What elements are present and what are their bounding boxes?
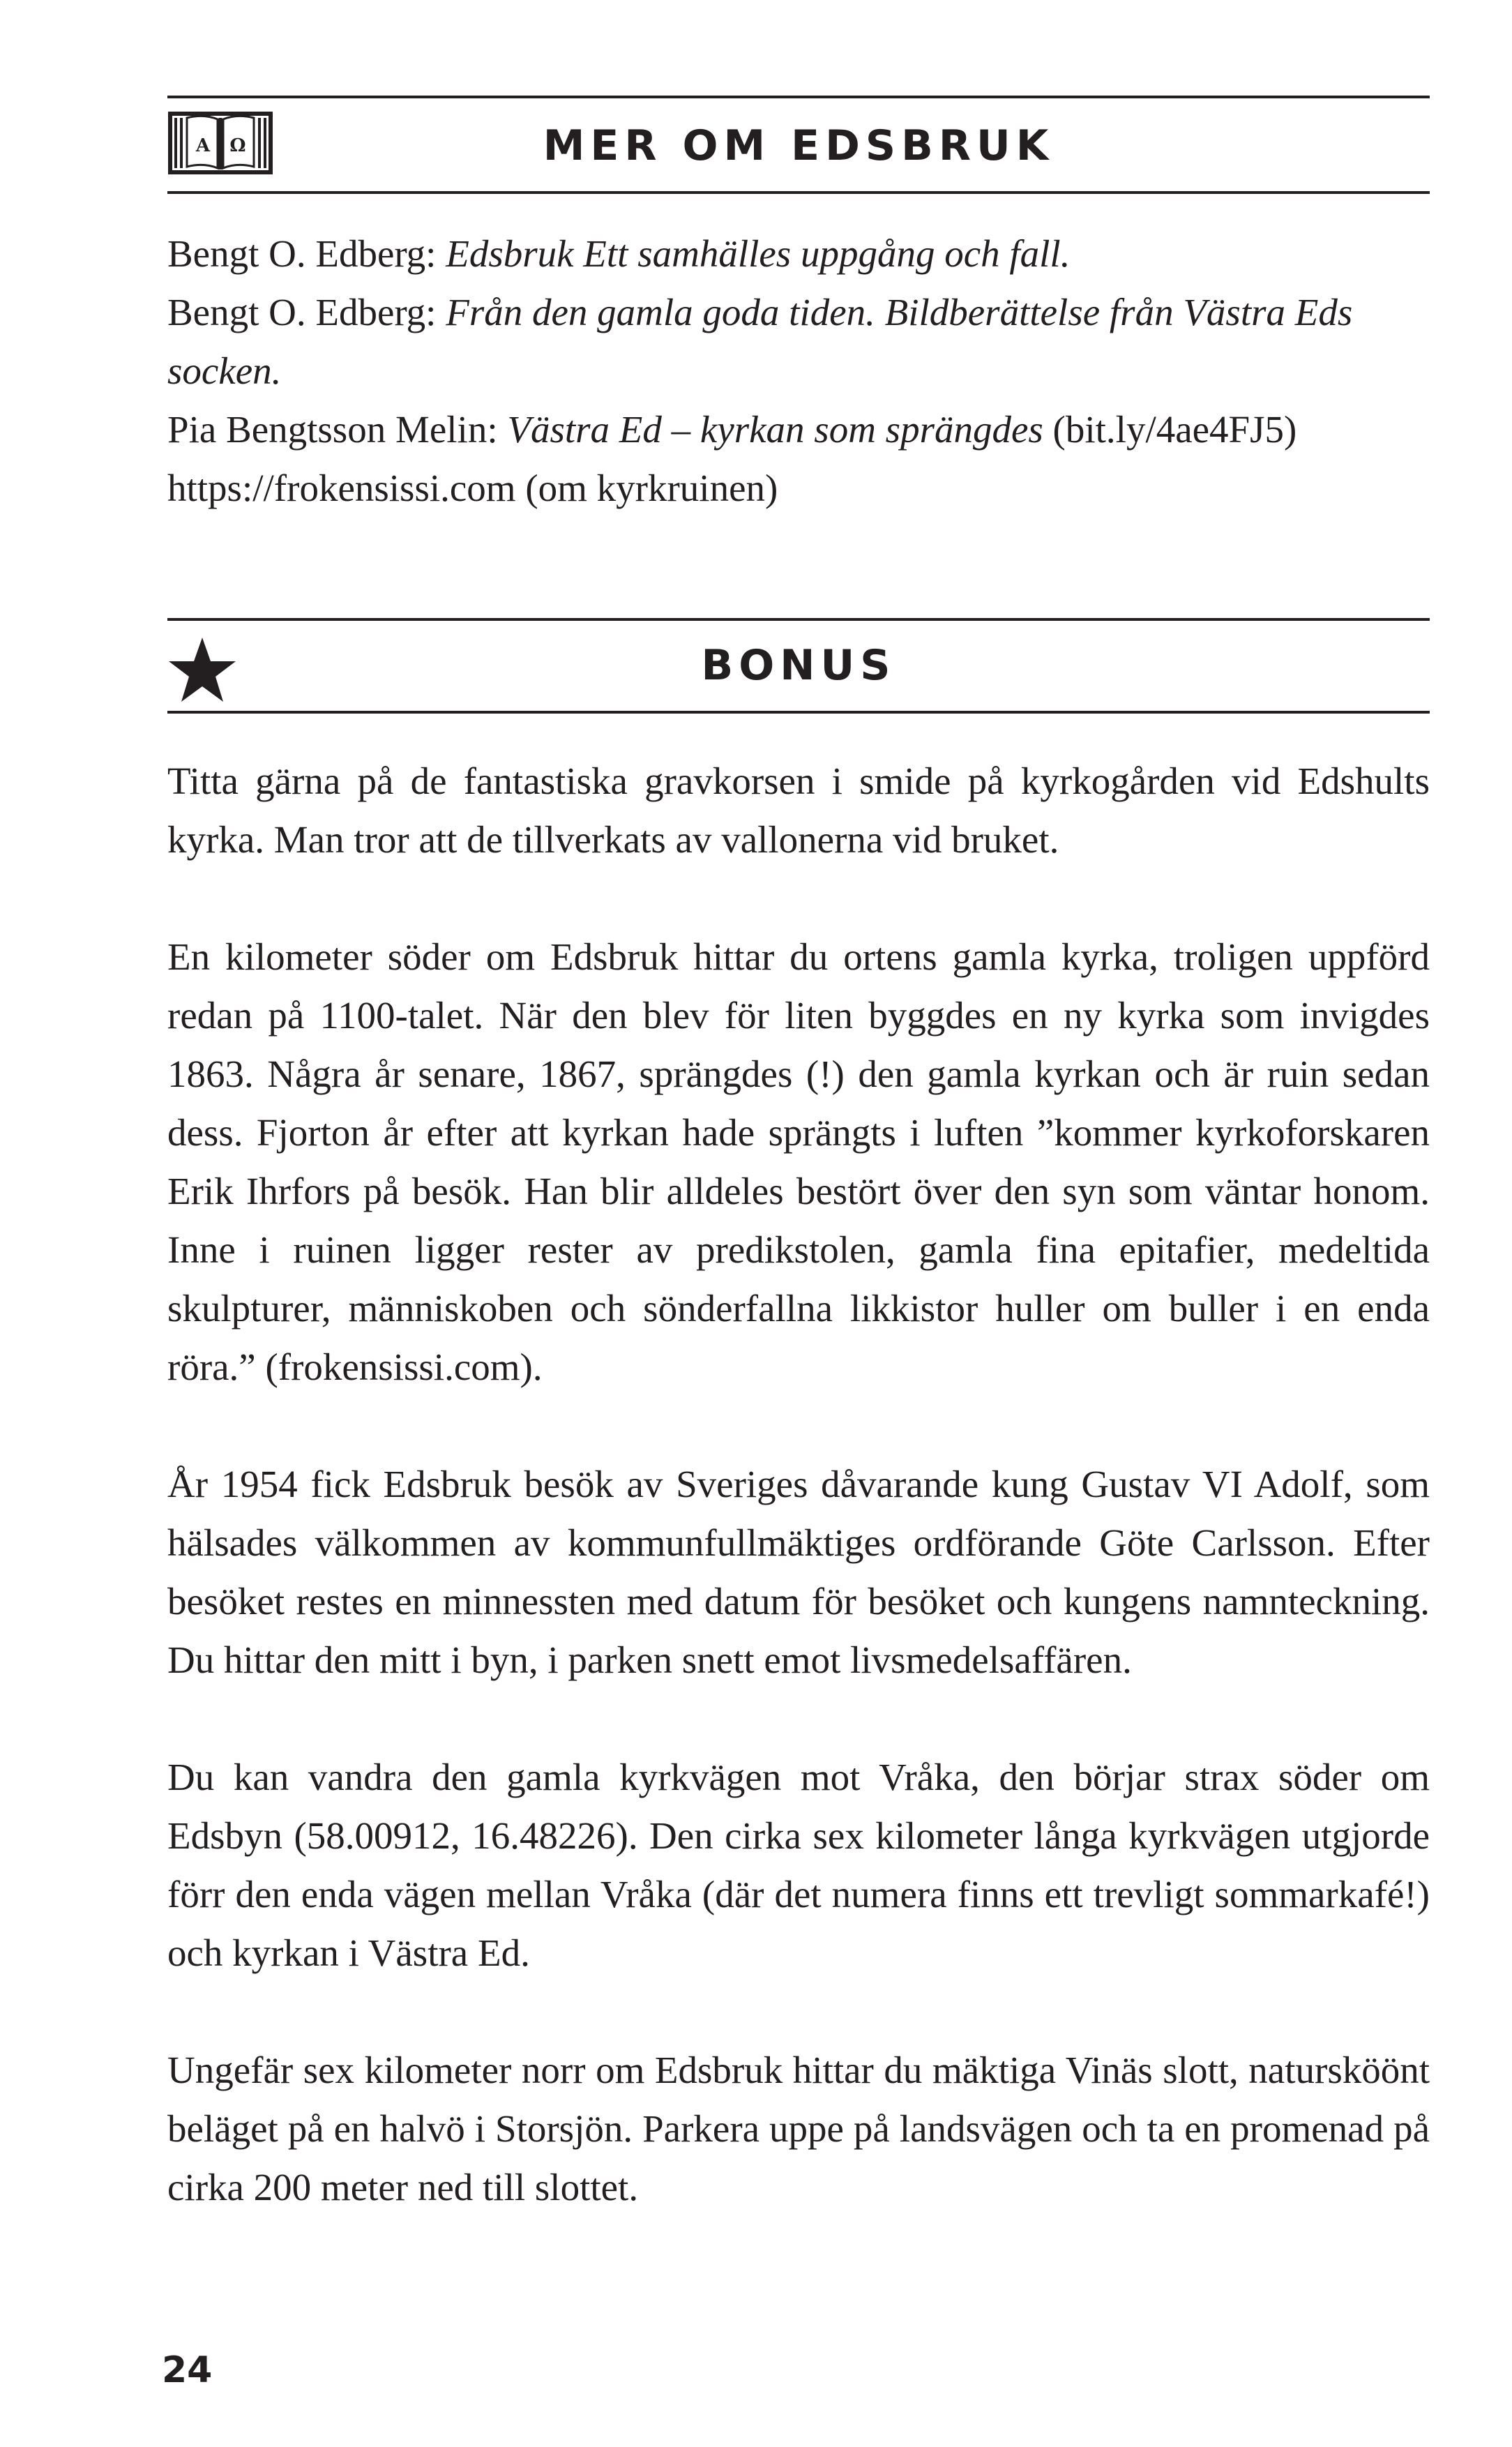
top-rule (167, 618, 1430, 621)
reference-item: Bengt O. Edberg: Från den gamla goda tiden. Bildberättelse från Västra Eds socken. (167, 291, 1353, 392)
paragraph: Ungefär sex kilometer norr om Edsbruk hittar du mäktiga Vinäs slott, natursköönt beläget på en halvö i Storsjön. Parkera uppe på landsvägen och ta en promenad på cirka 200 meter ned till slottet. (167, 2049, 1430, 2208)
paragraph: Titta gärna på de fantastiska gravkorsen i smide på kyrkogården vid Edshults kyrka. Man tror att de tillverkats av vallonerna vid bruket. (167, 760, 1430, 861)
bottom-rule (167, 711, 1430, 714)
book-icon-letter-omega: Ω (229, 135, 246, 156)
reference-item: Pia Bengtsson Melin: Västra Ed – kyrkan som sprängdes (bit.ly/4ae4FJ5) (167, 408, 1297, 451)
bonus-text (167, 752, 1430, 2275)
bottom-rule (167, 191, 1430, 194)
paragraph: En kilometer söder om Edsbruk hittar du ortens gamla kyrka, troligen uppförd redan på 1100-talet. När den blev för liten byggdes en ny kyrka som invigdes 1863. Några år senare, 1867, sprängdes (!) den gamla kyrkan och är ruin sedan dess. Fjorton år efter att kyrkan hade sprängts i luften ”kommer kyrkoforskaren Erik Ihrfors på besök. Han blir alldeles bestört över den syn som väntar honom. Inne i ruinen ligger rester av predikstolen, gamla fina epitafier, medeltida skulpturer, människoben och sönderfallna likkistor huller om buller i en enda röra.” (frokensissi.com). (167, 935, 1430, 1388)
book-icon-letter-a: A (195, 135, 211, 156)
top-rule (167, 96, 1430, 98)
section-title: BONUS (701, 641, 896, 690)
reference-item: https://frokensissi.com (om kyrkruinen) (167, 467, 778, 509)
page-number: 24 (162, 2349, 213, 2391)
reference-list (167, 225, 1430, 518)
reference-item: Bengt O. Edberg: Edsbruk Ett samhälles uppgång och fall. (167, 232, 1071, 275)
section-title: MER OM EDSBRUK (543, 121, 1054, 170)
paragraph: Du kan vandra den gamla kyrkvägen mot Vråka, den börjar strax söder om Edsbyn (58.00912, 16.48226). Den cirka sex kilometer långa kyrkvägen utgjorde förr den enda vägen mellan Vråka (där det numera finns ett trevligt sommarkafé!) och kyrkan i Västra Ed. (167, 1756, 1430, 1974)
bonus-header (167, 618, 1430, 719)
more-about-header (167, 96, 1430, 197)
paragraph: År 1954 fick Edsbruk besök av Sveriges dåvarande kung Gustav VI Adolf, som hälsades välkommen av kommunfullmäktiges ordförande Göte Carlsson. Efter besöket restes en minnessten med datum för besöket och kungens namnteckning. Du hittar den mitt i byn, i parken snett emot livsmedelsaffären. (167, 1463, 1430, 1681)
